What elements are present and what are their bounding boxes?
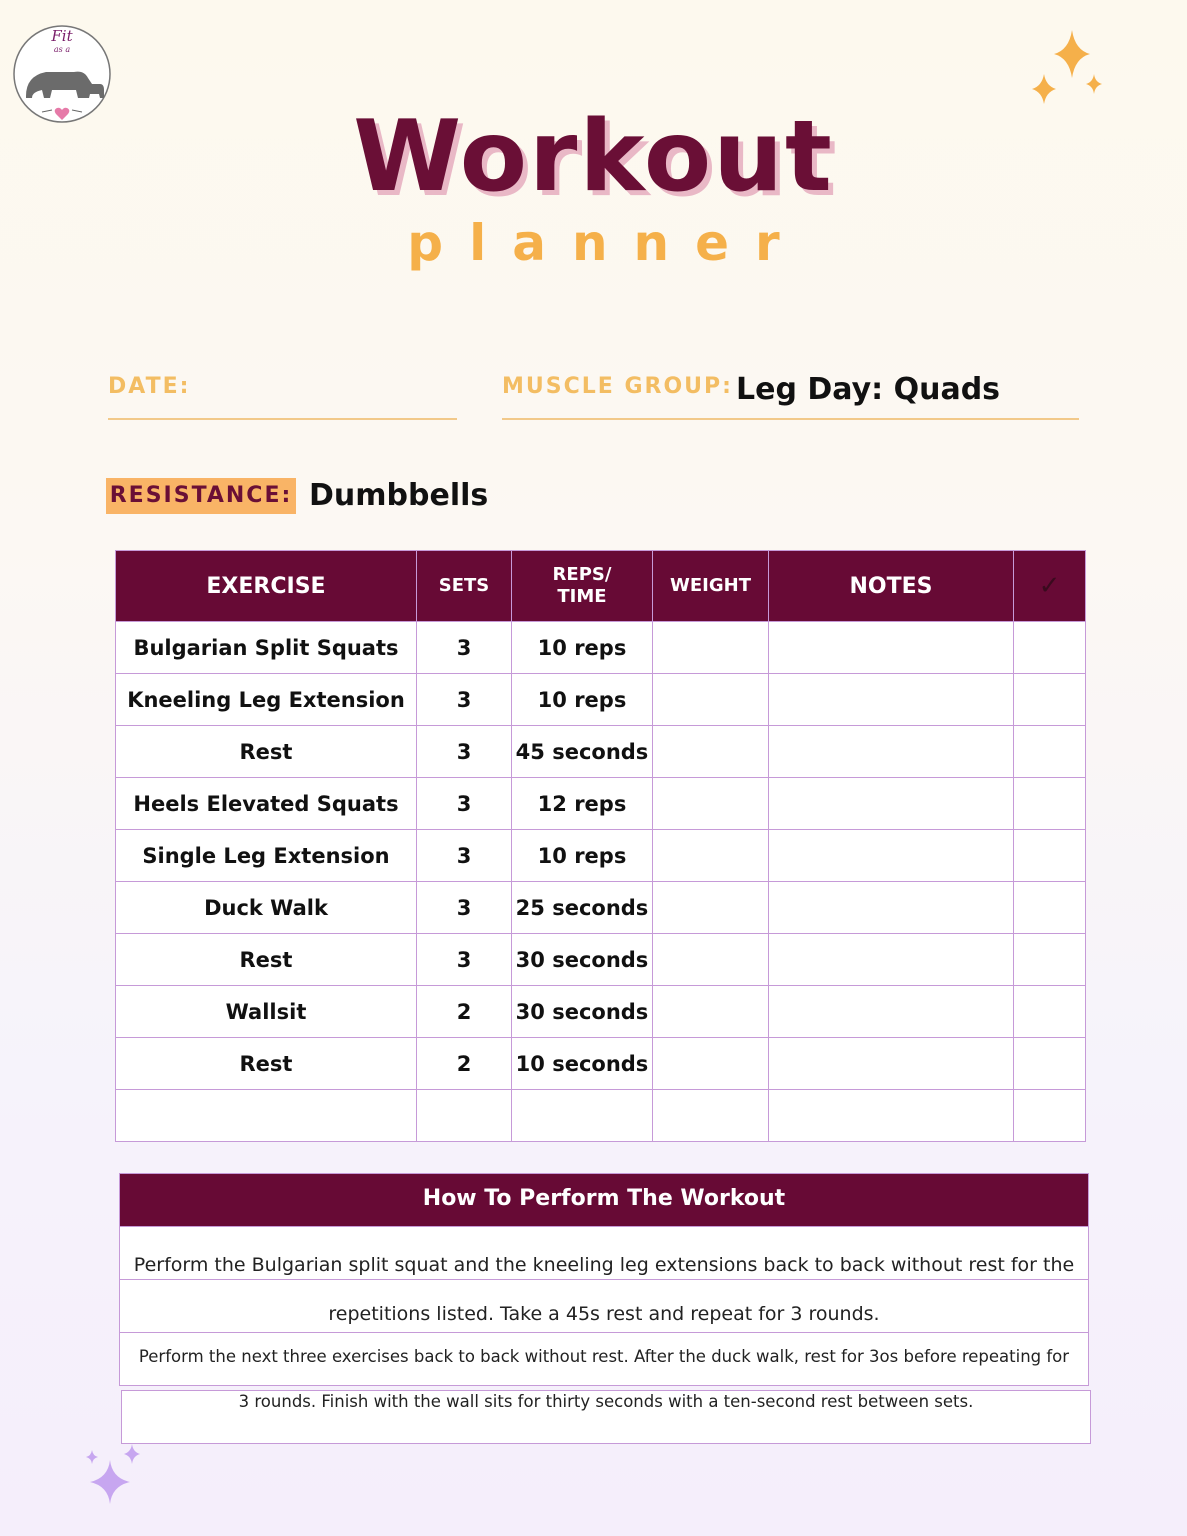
check-cell[interactable] bbox=[1014, 1038, 1086, 1090]
sets-cell: 2 bbox=[417, 986, 512, 1038]
weight-cell[interactable] bbox=[653, 882, 769, 934]
header-reps-time bbox=[512, 551, 653, 622]
notes-cell[interactable] bbox=[769, 622, 1014, 674]
how-to-line: Perform the Bulgarian split squat and the kneeling leg extensions back to back without rest for the bbox=[119, 1226, 1089, 1280]
table-row bbox=[116, 986, 1086, 1038]
exercise-cell: Single Leg Extension bbox=[116, 830, 417, 882]
sparkle-icon bbox=[1022, 28, 1112, 110]
exercise-cell: Wallsit bbox=[116, 986, 417, 1038]
exercise-cell: Rest bbox=[116, 1038, 417, 1090]
notes-cell[interactable] bbox=[769, 1090, 1014, 1142]
muscle-group-value[interactable]: Leg Day: Quads bbox=[736, 372, 1001, 407]
check-cell[interactable] bbox=[1014, 674, 1086, 726]
sets-cell: 3 bbox=[417, 778, 512, 830]
header-exercise: EXERCISE bbox=[116, 551, 417, 622]
table-row bbox=[116, 726, 1086, 778]
weight-cell[interactable] bbox=[653, 778, 769, 830]
date-underline bbox=[108, 418, 457, 420]
sets-cell: 3 bbox=[417, 622, 512, 674]
svg-text:as a: as a bbox=[53, 45, 71, 54]
check-cell[interactable] bbox=[1014, 726, 1086, 778]
weight-cell[interactable] bbox=[653, 726, 769, 778]
notes-cell[interactable] bbox=[769, 986, 1014, 1038]
weight-cell[interactable] bbox=[653, 986, 769, 1038]
page-subtitle: planner bbox=[407, 214, 806, 272]
exercise-cell: Rest bbox=[116, 934, 417, 986]
weight-cell[interactable] bbox=[653, 674, 769, 726]
header-notes: NOTES bbox=[769, 551, 1014, 622]
reps-cell: 10 reps bbox=[512, 622, 653, 674]
table-header-row bbox=[116, 551, 1086, 622]
svg-text:Fit: Fit bbox=[51, 27, 73, 45]
check-cell[interactable] bbox=[1014, 1090, 1086, 1142]
workout-table bbox=[115, 550, 1086, 1142]
svg-text:Mama Bear: Mama Bear bbox=[29, 61, 95, 74]
check-cell[interactable] bbox=[1014, 778, 1086, 830]
exercise-cell: Rest bbox=[116, 726, 417, 778]
date-label: DATE: bbox=[108, 374, 191, 399]
table-row bbox=[116, 1090, 1086, 1142]
sets-cell: 3 bbox=[417, 830, 512, 882]
exercise-cell[interactable] bbox=[116, 1090, 417, 1142]
table-row bbox=[116, 882, 1086, 934]
notes-cell[interactable] bbox=[769, 674, 1014, 726]
resistance-value[interactable]: Dumbbells bbox=[309, 478, 489, 513]
header-sets: SETS bbox=[417, 551, 512, 622]
reps-cell: 10 seconds bbox=[512, 1038, 653, 1090]
exercise-cell: Heels Elevated Squats bbox=[116, 778, 417, 830]
header-time: TIME bbox=[557, 586, 607, 607]
sets-cell: 2 bbox=[417, 1038, 512, 1090]
header-weight: WEIGHT bbox=[653, 551, 769, 622]
reps-cell: 12 reps bbox=[512, 778, 653, 830]
check-cell[interactable] bbox=[1014, 830, 1086, 882]
reps-cell: 10 reps bbox=[512, 830, 653, 882]
reps-cell: 10 reps bbox=[512, 674, 653, 726]
table-row bbox=[116, 934, 1086, 986]
muscle-group-underline bbox=[502, 418, 1079, 420]
table-row bbox=[116, 778, 1086, 830]
header-reps: REPS/ bbox=[552, 563, 612, 585]
sets-cell: 3 bbox=[417, 726, 512, 778]
sets-cell: 3 bbox=[417, 674, 512, 726]
page-title: Workout bbox=[353, 100, 834, 214]
weight-cell[interactable] bbox=[653, 934, 769, 986]
notes-cell[interactable] bbox=[769, 726, 1014, 778]
exercise-cell: Bulgarian Split Squats bbox=[116, 622, 417, 674]
notes-cell[interactable] bbox=[769, 934, 1014, 986]
sets-cell: 3 bbox=[417, 882, 512, 934]
check-cell[interactable] bbox=[1014, 986, 1086, 1038]
reps-cell: 45 seconds bbox=[512, 726, 653, 778]
notes-cell[interactable] bbox=[769, 1038, 1014, 1090]
sparkle-icon bbox=[80, 1440, 152, 1508]
table-row bbox=[116, 830, 1086, 882]
how-to-title: How To Perform The Workout bbox=[119, 1173, 1089, 1227]
notes-cell[interactable] bbox=[769, 830, 1014, 882]
notes-cell[interactable] bbox=[769, 882, 1014, 934]
notes-cell[interactable] bbox=[769, 778, 1014, 830]
muscle-group-label: MUSCLE GROUP: bbox=[502, 374, 733, 399]
how-to-line: repetitions listed. Take a 45s rest and repeat for 3 rounds. bbox=[119, 1279, 1089, 1333]
check-cell[interactable] bbox=[1014, 622, 1086, 674]
table-row bbox=[116, 674, 1086, 726]
how-to-line: Perform the next three exercises back to back without rest. After the duck walk, rest for 3os before repeating for bbox=[119, 1332, 1089, 1386]
weight-cell[interactable] bbox=[653, 1038, 769, 1090]
table-row bbox=[116, 1038, 1086, 1090]
sets-cell[interactable] bbox=[417, 1090, 512, 1142]
exercise-cell: Duck Walk bbox=[116, 882, 417, 934]
weight-cell[interactable] bbox=[653, 1090, 769, 1142]
header-check bbox=[1014, 551, 1086, 622]
resistance-label: RESISTANCE: bbox=[106, 478, 296, 514]
weight-cell[interactable] bbox=[653, 830, 769, 882]
sets-cell: 3 bbox=[417, 934, 512, 986]
checkmark-icon: ✓ bbox=[1038, 571, 1061, 601]
weight-cell[interactable] bbox=[653, 622, 769, 674]
how-to-line: 3 rounds. Finish with the wall sits for thirty seconds with a ten-second rest between sets. bbox=[121, 1390, 1091, 1444]
check-cell[interactable] bbox=[1014, 934, 1086, 986]
reps-cell: 30 seconds bbox=[512, 986, 653, 1038]
reps-cell: 30 seconds bbox=[512, 934, 653, 986]
check-cell[interactable] bbox=[1014, 882, 1086, 934]
reps-cell: 25 seconds bbox=[512, 882, 653, 934]
reps-cell[interactable] bbox=[512, 1090, 653, 1142]
table-row bbox=[116, 622, 1086, 674]
exercise-cell: Kneeling Leg Extension bbox=[116, 674, 417, 726]
